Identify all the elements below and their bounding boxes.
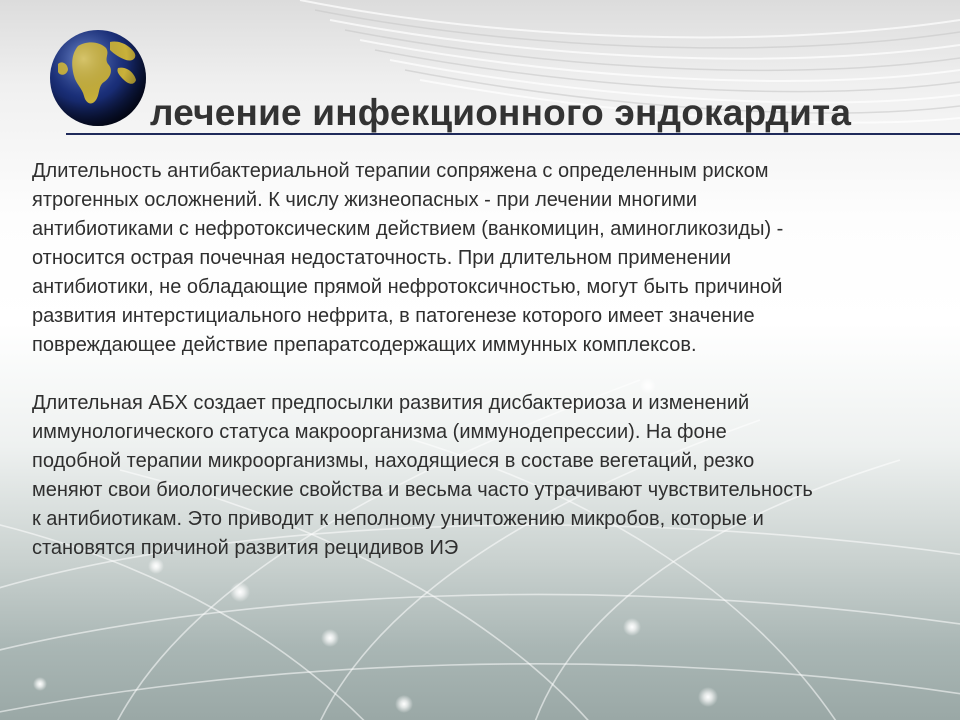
paragraph-line: повреждающее действие препаратсодержащих иммунных комплексов.: [32, 334, 697, 356]
paragraph-line: становятся причиной развития рецидивов ИЭ: [32, 537, 459, 559]
paragraph-line: иммунологического статуса макроорганизма (иммунодепрессии). На фоне: [32, 421, 727, 443]
globe-icon: [48, 28, 148, 128]
paragraph-line: Длительность антибактериальной терапии сопряжена с определенным риском: [32, 160, 769, 182]
paragraph-line: меняют свои биологические свойства и весьма часто утрачивают чувствительность: [32, 479, 813, 501]
paragraph-line: Длительная АБХ создает предпосылки развития дисбактериоза и изменений: [32, 392, 750, 414]
paragraph-2: [32, 389, 960, 563]
paragraph-1: [32, 157, 960, 360]
slide-title: лечение инфекционного эндокардита: [150, 92, 852, 133]
slide-body: [32, 157, 960, 563]
paragraph-line: развития интерстициального нефрита, в патогенезе которого имеет значение: [32, 305, 755, 327]
paragraph-line: относится острая почечная недостаточность. При длительном применении: [32, 247, 732, 269]
paragraph-line: антибиотиками с нефротоксическим действием (ванкомицин, аминогликозиды) -: [32, 218, 784, 240]
paragraph-line: к антибиотикам. Это приводит к неполному уничтожению микробов, которые и: [32, 508, 764, 530]
paragraph-line: антибиотики, не обладающие прямой нефротоксичностью, могут быть причиной: [32, 276, 783, 298]
paragraph-line: ятрогенных осложнений. К числу жизнеопасных - при лечении многими: [32, 189, 697, 211]
paragraph-line: подобной терапии микроорганизмы, находящиеся в составе вегетаций, резко: [32, 450, 755, 472]
